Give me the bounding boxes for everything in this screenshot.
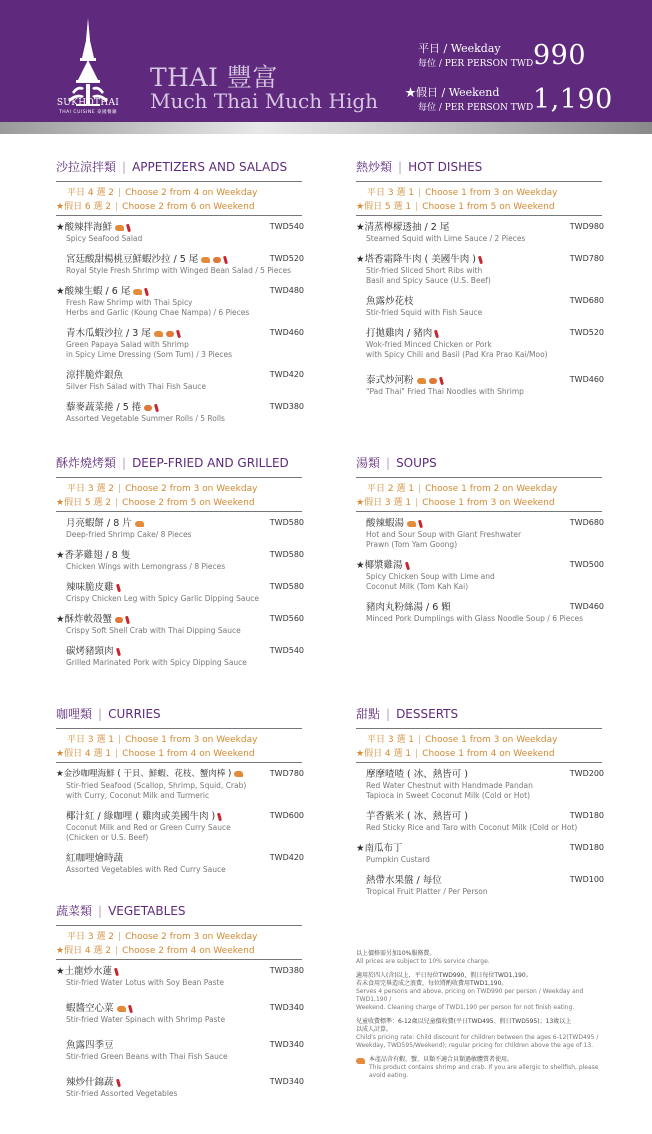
crab-icon	[115, 617, 123, 623]
chili-icon	[223, 255, 228, 264]
menu-item: 涼拌脆炸銀魚 TWD420 Silver Fish Salad with Thai Fish Sauce	[66, 370, 304, 391]
section-title: 沙拉涼拌類 | APPETIZERS AND SALADS	[56, 160, 288, 174]
choose-rules: 平日 3 選 2 | Choose 2 from 3 on Weekday ★假日 5 選 2 | Choose 2 from 5 on Weekend	[56, 484, 258, 508]
chili-icon	[114, 967, 119, 976]
menu-item: ★金沙咖哩海鮮 ( 干貝、鮮蝦、花枝、蟹肉棒 ) TWD780 Stir-fried Seafood (Scallop, Shrimp, Squid, Crab) with Curry, Coconut Milk and Turmeric	[56, 769, 304, 800]
chili-icon	[116, 647, 121, 656]
section-title: 蔬菜類 | VEGETABLES	[56, 904, 186, 918]
menu-item: 椰汁紅 / 綠咖哩 ( 雞肉或美國牛肉 ) TWD600 Coconut Milk and Red or Green Curry Sauce (Chicken or U.S. Beef)	[66, 811, 304, 842]
item-price: TWD680	[569, 296, 604, 305]
menu-item: 酸辣蝦湯 TWD680 Hot and Sour Soup with Giant Freshwater Prawn (Tom Yam Goong)	[366, 518, 604, 549]
chili-icon	[116, 1078, 121, 1087]
item-price: TWD540	[269, 646, 304, 655]
item-price: TWD340	[269, 1077, 304, 1086]
note-child-pricing: 兒童收費標準：6-12歲以兒童價收費(平日TWD495、假日TWD595)；13歲以上 以成人計算。 Child's pricing rate: Child discount for children between the ages 6-12(TWD495 / Weekday, TWD595/Weekend); regular pricing for children above the age of 13.	[356, 1018, 599, 1049]
shrimp-icon	[115, 225, 124, 231]
divider	[356, 511, 602, 512]
item-price: TWD340	[269, 1003, 304, 1012]
item-price: TWD100	[569, 875, 604, 884]
menu-item: 月亮蝦餅 / 8 片 TWD580 Deep-fried Shrimp Cake/ 8 Pieces	[66, 518, 304, 539]
section-appetizers	[56, 159, 306, 424]
chili-icon	[176, 329, 181, 338]
menu-item: 打拋雞肉 / 豬肉 TWD520 Wok-fried Minced Chicken or Pork with Spicy Chili and Basil (Pad Kra Prao Kai/Moo)	[366, 328, 604, 359]
divider	[56, 215, 302, 216]
choose-rules: 平日 3 選 2 | Choose 2 from 3 on Weekday ★假日 4 選 2 | Choose 2 from 4 on Weekend	[56, 932, 258, 956]
chili-icon	[478, 255, 483, 264]
divider	[356, 728, 602, 729]
chili-icon	[217, 812, 222, 821]
chili-icon	[125, 615, 130, 624]
chili-icon	[154, 403, 159, 412]
item-price: TWD560	[269, 614, 304, 623]
divider	[56, 925, 302, 926]
menu-item: ★南瓜布丁 TWD180 Pumpkin Custard	[356, 843, 604, 864]
menu-item: ★酸辣拌海鮮 TWD540 Spicy Seafood Salad	[56, 222, 304, 243]
shrimp-icon	[201, 257, 210, 263]
menu-item: 蝦醬空心菜 TWD340 Stir-fried Water Spinach with Shrimp Paste	[66, 1003, 304, 1024]
item-price: TWD580	[269, 582, 304, 591]
section-curries	[56, 706, 306, 875]
menu-title-line1: THAI 豐富	[150, 63, 278, 92]
choose-rules: 平日 2 選 1 | Choose 1 from 2 on Weekday ★假日 3 選 1 | Choose 1 from 3 on Weekend	[356, 484, 558, 508]
shrimp-icon	[417, 378, 426, 384]
menu-item: ★土龍炒水蓮 TWD380 Stir-fried Water Lotus with Soy Bean Paste	[56, 966, 304, 987]
item-price: TWD520	[569, 328, 604, 337]
section-hot-dishes	[356, 159, 606, 397]
divider	[56, 959, 302, 960]
menu-item: ★酸辣生蝦 / 6 尾 TWD480 Fresh Raw Shrimp with Thai Spicy Herbs and Garlic (Koung Chae Nampa) / 6 Pieces	[56, 286, 304, 317]
section-deep-fried	[56, 455, 306, 668]
menu-item: 魚露炒花枝 TWD680 Stir-fried Squid with Fish Sauce	[366, 296, 604, 317]
menu-item: 藜麥蔬菜捲 / 5 捲 TWD380 Assorted Vegetable Summer Rolls / 5 Rolls	[66, 402, 304, 423]
shrimp-icon	[135, 521, 144, 527]
item-price: TWD420	[269, 853, 304, 862]
divider	[356, 477, 602, 478]
menu-item: 碳烤豬頸肉 TWD540 Grilled Marinated Pork with Spicy Dipping Sauce	[66, 646, 304, 667]
crab-icon	[166, 331, 174, 337]
shrimp-icon	[356, 1058, 365, 1064]
section-desserts	[356, 706, 606, 897]
crab-icon	[144, 405, 152, 411]
divider	[356, 215, 602, 216]
note-allergy: 本產品含有蝦、蟹、貝類不適合貝類過敏體質者使用。 This product contains shrimp and crab. If you are allergic to shellfish, please avoid eating.	[356, 1056, 606, 1080]
section-title: 咖哩類 | CURRIES	[56, 707, 161, 721]
chili-icon	[439, 376, 444, 385]
logo-subtitle: THAI CUISINE 泰國餐廳	[58, 110, 118, 115]
menu-item: 魚露四季豆 TWD340 Stir-fried Green Beans with Thai Fish Sauce	[66, 1040, 304, 1061]
divider	[56, 181, 302, 182]
menu-item: ★塔香霜降牛肉 ( 美國牛肉 ) TWD780 Stir-fried Sliced Short Ribs with Basil and Spicy Sauce (U.S. Beef)	[356, 254, 604, 285]
footnotes	[356, 950, 606, 1086]
item-price: TWD580	[269, 518, 304, 527]
section-vegetables	[56, 903, 306, 1099]
item-price: TWD500	[569, 560, 604, 569]
menu-item: 辣炒什錦蔬 TWD340 Stir-fried Assorted Vegetables	[66, 1077, 304, 1098]
menu-item: 熱帶水果盤 / 每位 TWD100 Tropical Fruit Platter / Per Person	[366, 875, 604, 896]
item-price: TWD780	[269, 769, 304, 778]
weekday-price-label: 平日 / Weekday 每位 / PER PERSON TWD	[418, 42, 534, 69]
weekday-price: 990	[533, 40, 587, 71]
section-title: 甜點 | DESSERTS	[356, 707, 459, 721]
shrimp-icon	[133, 289, 142, 295]
divider	[56, 762, 302, 763]
note-pricing: 適用於四人(含)以上，平日每位TWD990，假日每位TWD1,190。 若未食用完畢造成之浪費，每位將酌收費用TWD1,190。 Serves 4 persons and above, pricing on TWD990 per person / Weekday and TWD1,190 / Weekend. Cleaning charge of TWD1,190 per person for not finish eating.	[356, 972, 584, 1011]
shrimp-icon	[407, 521, 416, 527]
divider	[56, 511, 302, 512]
chili-icon	[434, 329, 439, 338]
section-title: 酥炸燒烤類 | DEEP-FRIED AND GRILLED	[56, 456, 289, 470]
section-title: 熱炒類 | HOT DISHES	[356, 160, 483, 174]
divider	[56, 477, 302, 478]
chili-icon	[144, 287, 149, 296]
item-price: TWD980	[569, 222, 604, 231]
menu-item: 宮廷酸甜楊桃豆鮮蝦沙拉 / 5 尾 TWD520 Royal Style Fresh Shrimp with Winged Bean Salad / 5 Pieces	[66, 254, 304, 275]
shrimp-icon	[117, 1006, 126, 1012]
menu-item: 豬肉丸粉絲湯 / 6 顆 TWD460 Minced Pork Dumplings with Glass Noodle Soup / 6 Pieces	[366, 602, 604, 623]
item-price: TWD460	[269, 328, 304, 337]
item-price: TWD780	[569, 254, 604, 263]
menu-item: ★椰漿雞湯 TWD500 Spicy Chicken Soup with Lime and Coconut Milk (Tom Kah Kai)	[356, 560, 604, 591]
chili-icon	[116, 583, 121, 592]
menu-item: 泰式炒河粉 TWD460 "Pad Thai" Fried Thai Noodles with Shrimp	[366, 375, 604, 396]
menu-item: 紅咖哩燴時蔬 TWD420 Assorted Vegetables with Red Curry Sauce	[66, 853, 304, 874]
logo-name: SUKHOTHAI	[56, 98, 120, 108]
chili-icon	[405, 561, 410, 570]
item-price: TWD600	[269, 811, 304, 820]
item-price: TWD520	[269, 254, 304, 263]
weekend-price: 1,190	[533, 84, 613, 115]
crab-icon	[429, 378, 437, 384]
menu-item: 摩摩喳喳 ( 冰、熱皆可 ) TWD200 Red Water Chestnut with Handmade Pandan Tapioca in Sweet Coconut Milk (Cold or Hot)	[366, 769, 604, 800]
menu-item: 青木瓜蝦沙拉 / 3 尾 TWD460 Green Papaya Salad with Shrimp in Spicy Lime Dressing (Som Tum) / 3 Pieces	[66, 328, 304, 359]
item-price: TWD340	[269, 1040, 304, 1049]
shrimp-icon	[234, 771, 243, 777]
menu-item: 芋香紫米 ( 冰、熱皆可 ) TWD180 Red Sticky Rice and Taro with Coconut Milk (Cold or Hot)	[366, 811, 604, 832]
chili-icon	[126, 223, 131, 232]
item-price: TWD420	[269, 370, 304, 379]
item-price: TWD380	[269, 402, 304, 411]
menu-item: ★酥炸軟殼蟹 TWD560 Crispy Soft Shell Crab with Thai Dipping Sauce	[56, 614, 304, 635]
section-soups	[356, 455, 606, 624]
item-price: TWD200	[569, 769, 604, 778]
item-price: TWD680	[569, 518, 604, 527]
header-divider	[0, 122, 652, 134]
item-price: TWD380	[269, 966, 304, 975]
item-price: TWD460	[569, 602, 604, 611]
choose-rules: 平日 3 選 1 | Choose 1 from 3 on Weekday ★假日 4 選 1 | Choose 1 from 4 on Weekend	[56, 735, 258, 759]
divider	[56, 728, 302, 729]
shrimp-icon	[154, 331, 163, 337]
menu-item: 辣味脆皮雞 TWD580 Crispy Chicken Leg with Spicy Garlic Dipping Sauce	[66, 582, 304, 603]
weekend-price-label: ★假日 / Weekend 每位 / PER PERSON TWD	[405, 86, 534, 113]
item-price: TWD580	[269, 550, 304, 559]
note-service-charge: 以上價格需另加10%服務費。 All prices are subject to 10% service charge.	[356, 950, 490, 965]
item-price: TWD480	[269, 286, 304, 295]
choose-rules: 平日 3 選 1 | Choose 1 from 3 on Weekday ★假日 4 選 1 | Choose 1 from 4 on Weekend	[356, 735, 558, 759]
item-price: TWD540	[269, 222, 304, 231]
item-price: TWD180	[569, 811, 604, 820]
crab-icon	[213, 257, 221, 263]
menu-header	[0, 0, 652, 122]
choose-rules: 平日 3 選 1 | Choose 1 from 3 on Weekday ★假日 5 選 1 | Choose 1 from 5 on Weekend	[356, 188, 558, 212]
divider	[356, 762, 602, 763]
chili-icon	[128, 1004, 133, 1013]
item-price: TWD180	[569, 843, 604, 852]
section-title: 湯類 | SOUPS	[356, 456, 437, 470]
item-price: TWD460	[569, 375, 604, 384]
chili-icon	[418, 519, 423, 528]
choose-rules: 平日 4 選 2 | Choose 2 from 4 on Weekday ★假日 6 選 2 | Choose 2 from 6 on Weekend	[56, 188, 258, 212]
menu-title-line2: Much Thai Much High	[150, 89, 379, 113]
menu-item: ★香茅雞翅 / 8 隻 TWD580 Chicken Wings with Lemongrass / 8 Pieces	[56, 550, 304, 571]
divider	[356, 181, 602, 182]
menu-item: ★清蒸檸檬透抽 / 2 尾 TWD980 Steamed Squid with Lime Sauce / 2 Pieces	[356, 222, 604, 243]
